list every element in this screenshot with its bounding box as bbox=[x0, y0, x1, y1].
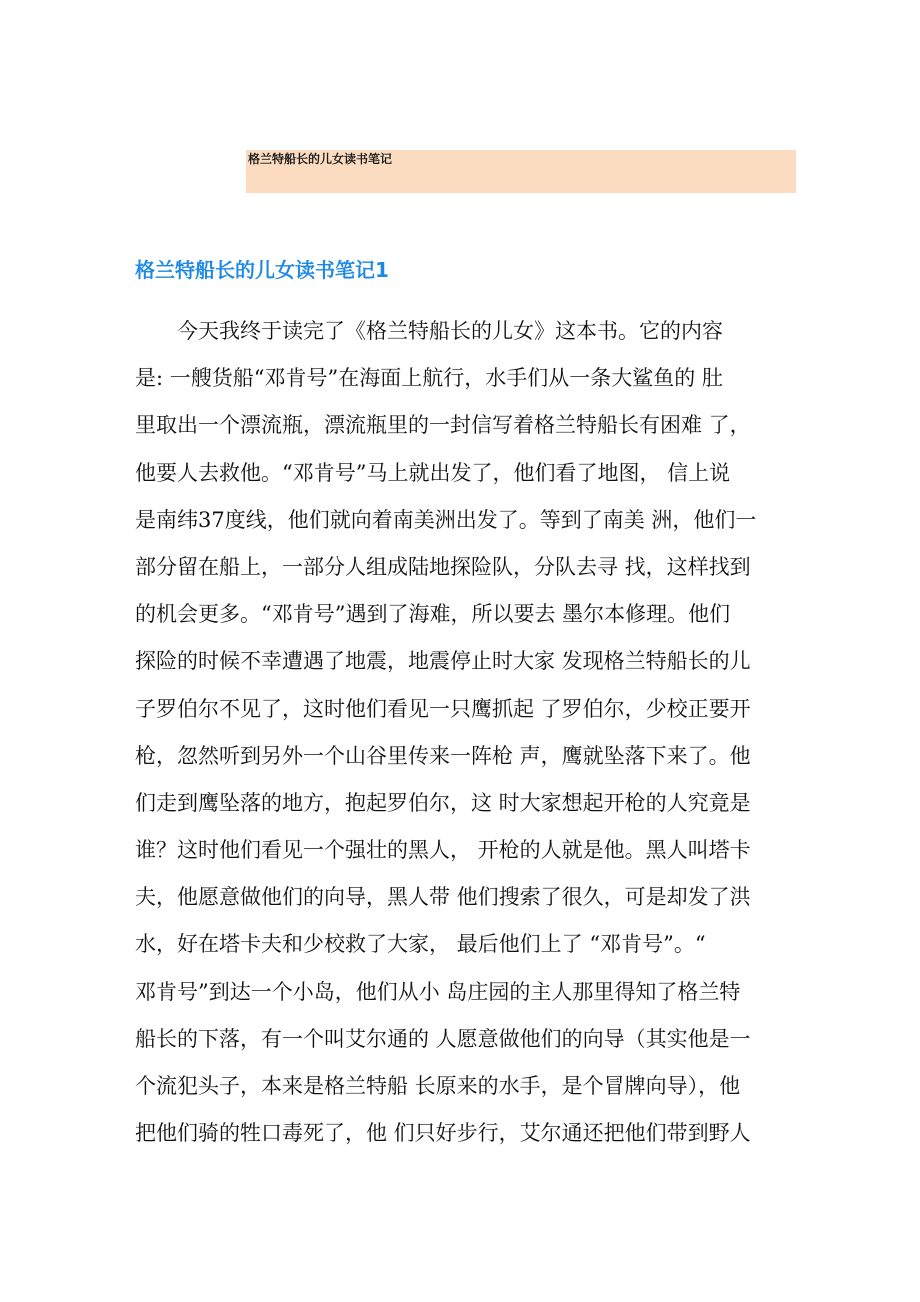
article-heading: 格兰特船长的儿女读书笔记1 bbox=[135, 258, 389, 282]
body-line: 子罗伯尔不见了，这时他们看见一只鹰抓起 了罗伯尔，少校正要开 bbox=[135, 696, 751, 721]
body-line: 的机会更多。“邓肯号”遇到了海难，所以要去 墨尔本修理。他们 bbox=[135, 602, 731, 627]
body-line: 是: 一艘货船“邓肯号”在海面上航行，水手们从一条大鲨鱼的 肚 bbox=[135, 366, 723, 391]
body-line: 部分留在船上，一部分人组成陆地探险队，分队去寻 找，这样找到 bbox=[135, 554, 751, 579]
header-title: 格兰特船长的儿女读书笔记 bbox=[248, 152, 393, 166]
body-line: 枪，忽然听到另外一个山谷里传来一阵枪 声，鹰就坠落下来了。他 bbox=[135, 743, 751, 768]
body-line: 水，好在塔卡夫和少校救了大家， 最后他们上了 “邓肯号”。“ bbox=[135, 932, 706, 957]
body-line: 是南纬37度线，他们就向着南美洲出发了。等到了南美 洲，他们一 bbox=[135, 507, 757, 532]
body-line: 个流犯头子，本来是格兰特船 长原来的水手，是个冒牌向导），他 bbox=[135, 1074, 741, 1098]
article-body bbox=[135, 312, 795, 1161]
header-banner bbox=[246, 150, 796, 193]
body-line: 夫，他愿意做他们的向导，黑人带 他们搜索了很久，可是却发了洪 bbox=[135, 885, 751, 910]
body-line: 探险的时候不幸遭遇了地震，地震停止时大家 发现格兰特船长的儿 bbox=[135, 649, 751, 674]
body-line: 船长的下落，有一个叫艾尔通的 人愿意做他们的向导（其实他是一 bbox=[135, 1026, 751, 1051]
body-line: 他要人去救他。“邓肯号”马上就出发了，他们看了地图， 信上说 bbox=[135, 460, 731, 485]
body-line: 邓肯号”到达一个小岛，他们从小 岛庄园的主人那里得知了格兰特 bbox=[135, 979, 741, 1004]
body-line: 今天我终于读完了《格兰特船长的儿女》这本书。它的内容 bbox=[177, 319, 723, 343]
body-line: 们走到鹰坠落的地方，抱起罗伯尔，这 时大家想起开枪的人究竟是 bbox=[135, 790, 751, 815]
body-line: 谁？这时他们看见一个强壮的黑人， 开枪的人就是他。黑人叫塔卡 bbox=[135, 838, 751, 863]
body-line: 把他们骑的牲口毒死了，他 们只好步行，艾尔通还把他们带到野人 bbox=[135, 1121, 751, 1146]
body-line: 里取出一个漂流瓶，漂流瓶里的一封信写着格兰特船长有困难 了， bbox=[135, 413, 751, 438]
